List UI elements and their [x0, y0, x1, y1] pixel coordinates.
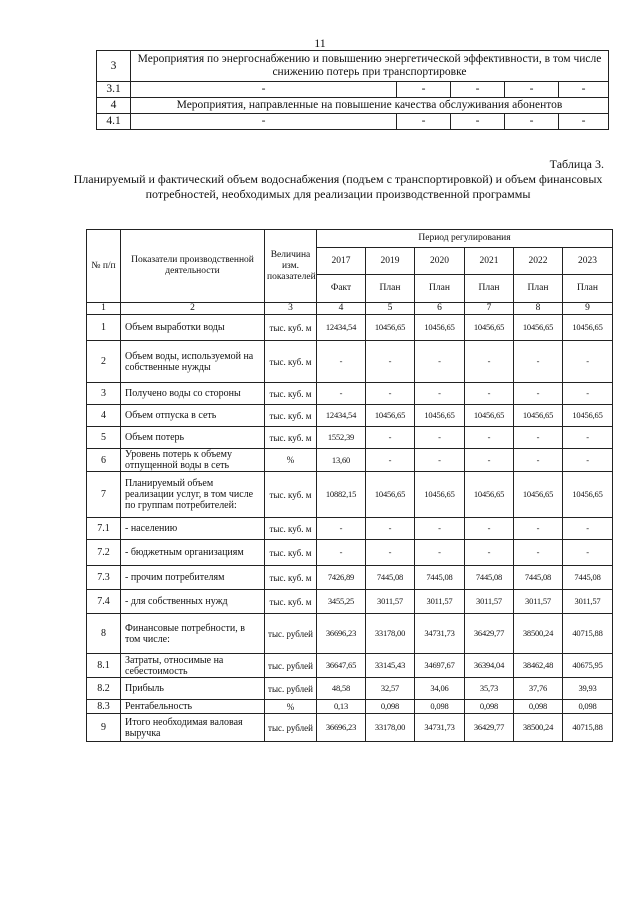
column-number: 1	[87, 303, 121, 315]
value-cell: 38462,48	[514, 654, 563, 678]
column-number: 9	[563, 303, 613, 315]
row-number: 4	[87, 405, 121, 427]
value-cell: 36429,77	[465, 614, 514, 654]
value-cell: 3011,57	[465, 590, 514, 614]
value-cell: -	[563, 341, 613, 383]
value-cell: -	[563, 383, 613, 405]
value-cell: -	[514, 427, 563, 449]
row-number: 6	[87, 449, 121, 472]
value-cell: -	[317, 341, 366, 383]
table-row	[97, 98, 609, 114]
unit-label: тыс. рублей	[265, 614, 317, 654]
table-row	[87, 341, 613, 383]
value-cell: -	[563, 540, 613, 566]
value-cell: -	[514, 383, 563, 405]
value-cell: 10456,65	[415, 472, 465, 518]
row-number: 7	[87, 472, 121, 518]
indicator-label: Итого необходимая валовая выручка	[121, 714, 265, 742]
indicator-label: - бюджетным организациям	[121, 540, 265, 566]
value-cell: 40715,88	[563, 614, 613, 654]
indicator-label: Финансовые потребности, в том числе:	[121, 614, 265, 654]
value-cell: -	[415, 518, 465, 540]
value-cell: -	[366, 341, 415, 383]
value-cell: 3455,25	[317, 590, 366, 614]
indicator-label: Объем воды, используемой на собственные нужды	[121, 341, 265, 383]
row-number: 7.2	[87, 540, 121, 566]
indicator-label: Уровень потерь к объему отпущенной воды в сеть	[121, 449, 265, 472]
value-cell: 33178,00	[366, 714, 415, 742]
value-cell: -	[563, 449, 613, 472]
row-number: 8.3	[87, 700, 121, 714]
value-cell: 40675,95	[563, 654, 613, 678]
value-cell: 32,57	[366, 678, 415, 700]
table-row	[87, 700, 613, 714]
table-row	[87, 654, 613, 678]
unit-label: тыс. куб. м	[265, 566, 317, 590]
value-cell: -	[465, 449, 514, 472]
value-cell: 38500,24	[514, 714, 563, 742]
header-num: № п/п	[87, 230, 121, 303]
table-row	[97, 51, 609, 82]
table-row	[87, 714, 613, 742]
value-cell: 40715,88	[563, 714, 613, 742]
row-number: 4.1	[97, 114, 131, 130]
value-cell: -	[514, 540, 563, 566]
value-cell: 10456,65	[563, 405, 613, 427]
indicator-label: Затраты, относимые на себестоимость	[121, 654, 265, 678]
value-cell: -	[366, 383, 415, 405]
table-row	[87, 614, 613, 654]
header-year: 2022	[514, 248, 563, 275]
table-row	[87, 405, 613, 427]
value-cell: -	[366, 449, 415, 472]
value-cell: 10882,15	[317, 472, 366, 518]
indicator-label: Получено воды со стороны	[121, 383, 265, 405]
value-cell: 36696,23	[317, 714, 366, 742]
row-number: 3.1	[97, 82, 131, 98]
value-cell: -	[415, 540, 465, 566]
indicator-label: Планируемый объем реализации услуг, в том числе по группам потребителей:	[121, 472, 265, 518]
value-cell: 7445,08	[563, 566, 613, 590]
value-cell: 7426,89	[317, 566, 366, 590]
value-cell: 3011,57	[514, 590, 563, 614]
table-title: Планируемый и фактический объем водоснабжения (подъем с транспортировкой) и объем финансовых потребностей, необходимых для реализации производственной программы	[73, 172, 603, 201]
value-cell: -	[563, 518, 613, 540]
value-cell: -	[465, 540, 514, 566]
header-year: 2023	[563, 248, 613, 275]
table-row	[87, 518, 613, 540]
column-number: 8	[514, 303, 563, 315]
value-cell: 10456,65	[366, 472, 415, 518]
value-cell: 39,93	[563, 678, 613, 700]
indicator-label: - для собственных нужд	[121, 590, 265, 614]
header-type: План	[563, 275, 613, 303]
header-units: Величина изм. показателей	[265, 230, 317, 303]
unit-label: тыс. куб. м	[265, 540, 317, 566]
value-cell: 34697,67	[415, 654, 465, 678]
unit-label: тыс. куб. м	[265, 315, 317, 341]
value-cell: 3011,57	[415, 590, 465, 614]
value-cell: 34731,73	[415, 614, 465, 654]
row-number: 7.1	[87, 518, 121, 540]
value-cell: 0,098	[415, 700, 465, 714]
table-row	[87, 472, 613, 518]
row-number: 2	[87, 341, 121, 383]
unit-label: тыс. куб. м	[265, 341, 317, 383]
value-cell: 10456,65	[415, 315, 465, 341]
table-row	[87, 540, 613, 566]
value-cell: 36394,04	[465, 654, 514, 678]
value-cell: -	[366, 427, 415, 449]
value-cell: 10456,65	[563, 315, 613, 341]
row-number: 4	[97, 98, 131, 114]
value-cell: 37,76	[514, 678, 563, 700]
page-number: 11	[314, 36, 326, 50]
value-cell: 10456,65	[465, 472, 514, 518]
unit-label: тыс. куб. м	[265, 472, 317, 518]
measure-text: Мероприятия, направленные на повышение качества обслуживания абонентов	[131, 98, 609, 114]
table-row	[87, 427, 613, 449]
value-cell: -	[465, 341, 514, 383]
header-year: 2021	[465, 248, 514, 275]
indicator-label: Объем потерь	[121, 427, 265, 449]
value-cell: -	[514, 518, 563, 540]
header-type: План	[366, 275, 415, 303]
indicator-label: - прочим потребителям	[121, 566, 265, 590]
header-type: План	[514, 275, 563, 303]
value-cell: 3011,57	[563, 590, 613, 614]
value-cell: -	[415, 341, 465, 383]
value-cell: 10456,65	[415, 405, 465, 427]
header-year: 2020	[415, 248, 465, 275]
value-cell: 35,73	[465, 678, 514, 700]
header-type: Факт	[317, 275, 366, 303]
value-cell: 12434,54	[317, 405, 366, 427]
row-number: 8	[87, 614, 121, 654]
value-cell: 7445,08	[465, 566, 514, 590]
cell: -	[451, 114, 505, 130]
value-cell: 10456,65	[514, 472, 563, 518]
value-cell: -	[465, 518, 514, 540]
value-cell: 34,06	[415, 678, 465, 700]
value-cell: 1552,39	[317, 427, 366, 449]
column-number: 3	[265, 303, 317, 315]
column-number: 4	[317, 303, 366, 315]
row-number: 8.2	[87, 678, 121, 700]
value-cell: 3011,57	[366, 590, 415, 614]
unit-label: тыс. куб. м	[265, 518, 317, 540]
row-number: 7.3	[87, 566, 121, 590]
column-number: 6	[415, 303, 465, 315]
value-cell: 34731,73	[415, 714, 465, 742]
value-cell: -	[563, 427, 613, 449]
value-cell: -	[317, 540, 366, 566]
table-row	[97, 82, 609, 98]
value-cell: 0,098	[563, 700, 613, 714]
value-cell: 38500,24	[514, 614, 563, 654]
value-cell: 0,098	[514, 700, 563, 714]
value-cell: 0,13	[317, 700, 366, 714]
value-cell: 10456,65	[514, 315, 563, 341]
header-type: План	[415, 275, 465, 303]
indicator-label: Объем отпуска в сеть	[121, 405, 265, 427]
water-supply-table	[86, 229, 613, 742]
value-cell: -	[317, 383, 366, 405]
value-cell: 36647,65	[317, 654, 366, 678]
value-cell: 13,60	[317, 449, 366, 472]
row-number: 3	[97, 51, 131, 82]
value-cell: -	[415, 383, 465, 405]
row-number: 8.1	[87, 654, 121, 678]
header-indicators: Показатели производственной деятельности	[121, 230, 265, 303]
table-row	[87, 449, 613, 472]
value-cell: 48,58	[317, 678, 366, 700]
cell: -	[397, 114, 451, 130]
row-number: 1	[87, 315, 121, 341]
value-cell: -	[366, 540, 415, 566]
row-number: 5	[87, 427, 121, 449]
value-cell: 33178,00	[366, 614, 415, 654]
table-row	[87, 590, 613, 614]
indicator-label: Прибыль	[121, 678, 265, 700]
cell: -	[559, 114, 609, 130]
table-row	[97, 114, 609, 130]
table-caption: Таблица 3.	[549, 157, 604, 171]
value-cell: 36696,23	[317, 614, 366, 654]
measure-text: Мероприятия по энергоснабжению и повышению энергетической эффективности, в том числе снижению потерь при транспортировке	[131, 51, 609, 82]
header-year: 2019	[366, 248, 415, 275]
header-period: Период регулирования	[317, 230, 613, 248]
unit-label: тыс. рублей	[265, 714, 317, 742]
unit-label: тыс. куб. м	[265, 427, 317, 449]
unit-label: %	[265, 700, 317, 714]
unit-label: тыс. куб. м	[265, 383, 317, 405]
cell: -	[559, 82, 609, 98]
column-number: 7	[465, 303, 514, 315]
measures-table	[96, 50, 609, 130]
indicator-label: Объем выработки воды	[121, 315, 265, 341]
header-type: План	[465, 275, 514, 303]
value-cell: -	[415, 449, 465, 472]
value-cell: 7445,08	[415, 566, 465, 590]
value-cell: 10456,65	[514, 405, 563, 427]
value-cell: -	[514, 449, 563, 472]
header-year: 2017	[317, 248, 366, 275]
value-cell: 10456,65	[465, 405, 514, 427]
value-cell: 36429,77	[465, 714, 514, 742]
column-number: 2	[121, 303, 265, 315]
indicator-label: - населению	[121, 518, 265, 540]
value-cell: -	[317, 518, 366, 540]
unit-label: тыс. рублей	[265, 678, 317, 700]
cell: -	[451, 82, 505, 98]
row-number: 7.4	[87, 590, 121, 614]
value-cell: 0,098	[366, 700, 415, 714]
cell: -	[505, 82, 559, 98]
unit-label: тыс. куб. м	[265, 405, 317, 427]
cell: -	[397, 82, 451, 98]
unit-label: %	[265, 449, 317, 472]
cell: -	[505, 114, 559, 130]
value-cell: -	[415, 427, 465, 449]
value-cell: 12434,54	[317, 315, 366, 341]
column-number: 5	[366, 303, 415, 315]
value-cell: 33145,43	[366, 654, 415, 678]
value-cell: 7445,08	[366, 566, 415, 590]
value-cell: 7445,08	[514, 566, 563, 590]
unit-label: тыс. куб. м	[265, 590, 317, 614]
value-cell: -	[465, 383, 514, 405]
value-cell: 10456,65	[366, 315, 415, 341]
value-cell: 10456,65	[366, 405, 415, 427]
value-cell: 10456,65	[465, 315, 514, 341]
value-cell: -	[514, 341, 563, 383]
row-number: 9	[87, 714, 121, 742]
cell: -	[131, 114, 397, 130]
unit-label: тыс. рублей	[265, 654, 317, 678]
value-cell: -	[465, 427, 514, 449]
table-row	[87, 383, 613, 405]
row-number: 3	[87, 383, 121, 405]
table-row	[87, 315, 613, 341]
table-row	[87, 566, 613, 590]
indicator-label: Рентабельность	[121, 700, 265, 714]
value-cell: 10456,65	[563, 472, 613, 518]
cell: -	[131, 82, 397, 98]
table-row	[87, 678, 613, 700]
value-cell: 0,098	[465, 700, 514, 714]
value-cell: -	[366, 518, 415, 540]
